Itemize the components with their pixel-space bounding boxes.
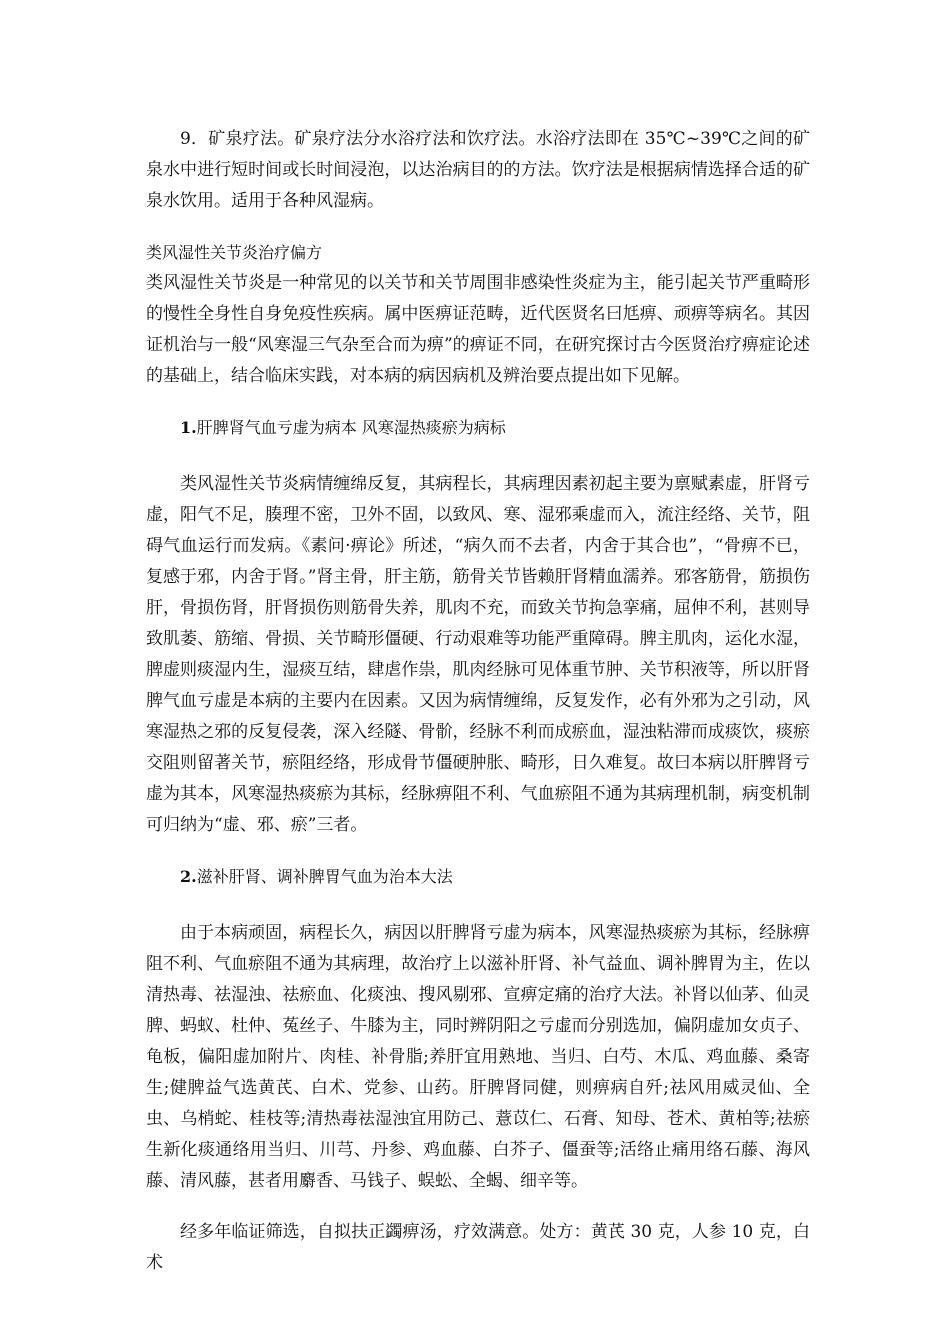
section-title: 类风湿性关节炎治疗偏方: [146, 243, 323, 262]
heading-1: [146, 412, 810, 443]
paragraph-mineral-spring-therapy: 9．矿泉疗法。矿泉疗法分水浴疗法和饮疗法。水浴疗法即在 35℃~39℃之间的矿泉水中进行短时间或长时间浸泡，以达治病目的的方法。饮疗法是根据病情选择合适的矿泉水饮用。适用于各种风湿病。: [146, 129, 810, 211]
heading-1-text: 肝脾肾气血亏虚为病本 风寒湿热痰瘀为病标: [196, 418, 506, 437]
heading-1-number: 1.: [180, 418, 197, 437]
heading-2-text: 滋补肝肾、调补脾胃气血为治本大法: [196, 867, 453, 886]
paragraph-treatment: 由于本病顽固，病程长久，病因以肝脾肾亏虚为病本，风寒湿热痰瘀为其标，经脉痹阻不利、气血瘀阻不通为其病理，故治疗上以滋补肝肾、补气益血、调补脾胃为主，佐以清热毒、祛湿浊、祛瘀血、化痰浊、搜风剔邪、宣痹定痛的治疗大法。补肾以仙茅、仙灵脾、蚂蚁、杜仲、菟丝子、牛膝为主，同时辨阴阳之亏虚而分别选加，偏阴虚加女贞子、龟板，偏阳虚加附片、肉桂、补骨脂;养肝宜用熟地、当归、白芍、木瓜、鸡血藤、桑寄生;健脾益气选黄芪、白术、党参、山药。肝脾肾同健，则痹病自歼;祛风用威灵仙、全虫、乌梢蛇、桂枝等;清热毒祛湿浊宜用防己、薏苡仁、石膏、知母、苍术、黄柏等;祛瘀生新化痰通络用当归、川芎、丹参、鸡血藤、白芥子、僵蚕等;活络止痛用络石藤、海风藤、清风藤，甚者用麝香、马钱子、蜈蚣、全蝎、细辛等。: [146, 923, 810, 1191]
paragraph-intro: 类风湿性关节炎是一种常见的以关节和关节周围非感染性炎症为主，能引起关节严重畸形的慢性全身性自身免疫性疾病。属中医痹证范畴，近代医贤名曰尪痹、顽痹等病名。其因证机治与一般“风寒湿三气杂至合而为痹”的痹证不同，在研究探讨古今医贤治疗痹症论述的基础上，结合临床实践，对本病的病因病机及辨治要点提出如下见解。: [146, 273, 810, 386]
paragraph-pathogenesis: 类风湿性关节炎病情缠绵反复，其病程长，其病理因素初起主要为禀赋素虚，肝肾亏虚，阳气不足，腠理不密，卫外不固，以致风、寒、湿邪乘虚而入，流注经络、关节，阻碍气血运行而发病。《素问·痹论》所述，“病久而不去者，内舍于其合也”，“骨痹不已，复感于邪，内舍于肾。”肾主骨，肝主筋，筋骨关节皆赖肝肾精血濡养。邪客筋骨，筋损伤肝，骨损伤肾，肝肾损伤则筋骨失养，肌肉不充，而致关节拘急挛痛，屈伸不利，甚则导致肌萎、筋缩、骨损、关节畸形僵硬、行动艰难等功能严重障碍。脾主肌肉，运化水湿，脾虚则痰湿内生，湿痰互结，肆虐作祟，肌肉经脉可见体重节肿、关节积液等，所以肝肾脾气血亏虚是本病的主要内在因素。又因为病情缠绵，反复发作，必有外邪为之引动，风寒湿热之邪的反复侵袭，深入经隧、骨骱，经脉不利而成瘀血，湿浊粘滞而成痰饮，痰瘀交阻则留著关节，瘀阻经络，形成骨节僵硬肿胀、畸形，日久难复。故曰本病以肝脾肾亏虚为其本，风寒湿热痰瘀为其标，经脉痹阻不利、气血瘀阻不通为其病理机制，病变机制可归纳为“虚、邪、瘀”三者。: [146, 474, 810, 835]
heading-2: [146, 861, 810, 892]
paragraph-prescription: 经多年临证筛选，自拟扶正蠲痹汤，疗效满意。处方：黄芪 30 克，人参 10 克，白术: [146, 1222, 810, 1273]
heading-2-number: 2.: [180, 867, 197, 886]
document-page: [146, 124, 810, 1279]
